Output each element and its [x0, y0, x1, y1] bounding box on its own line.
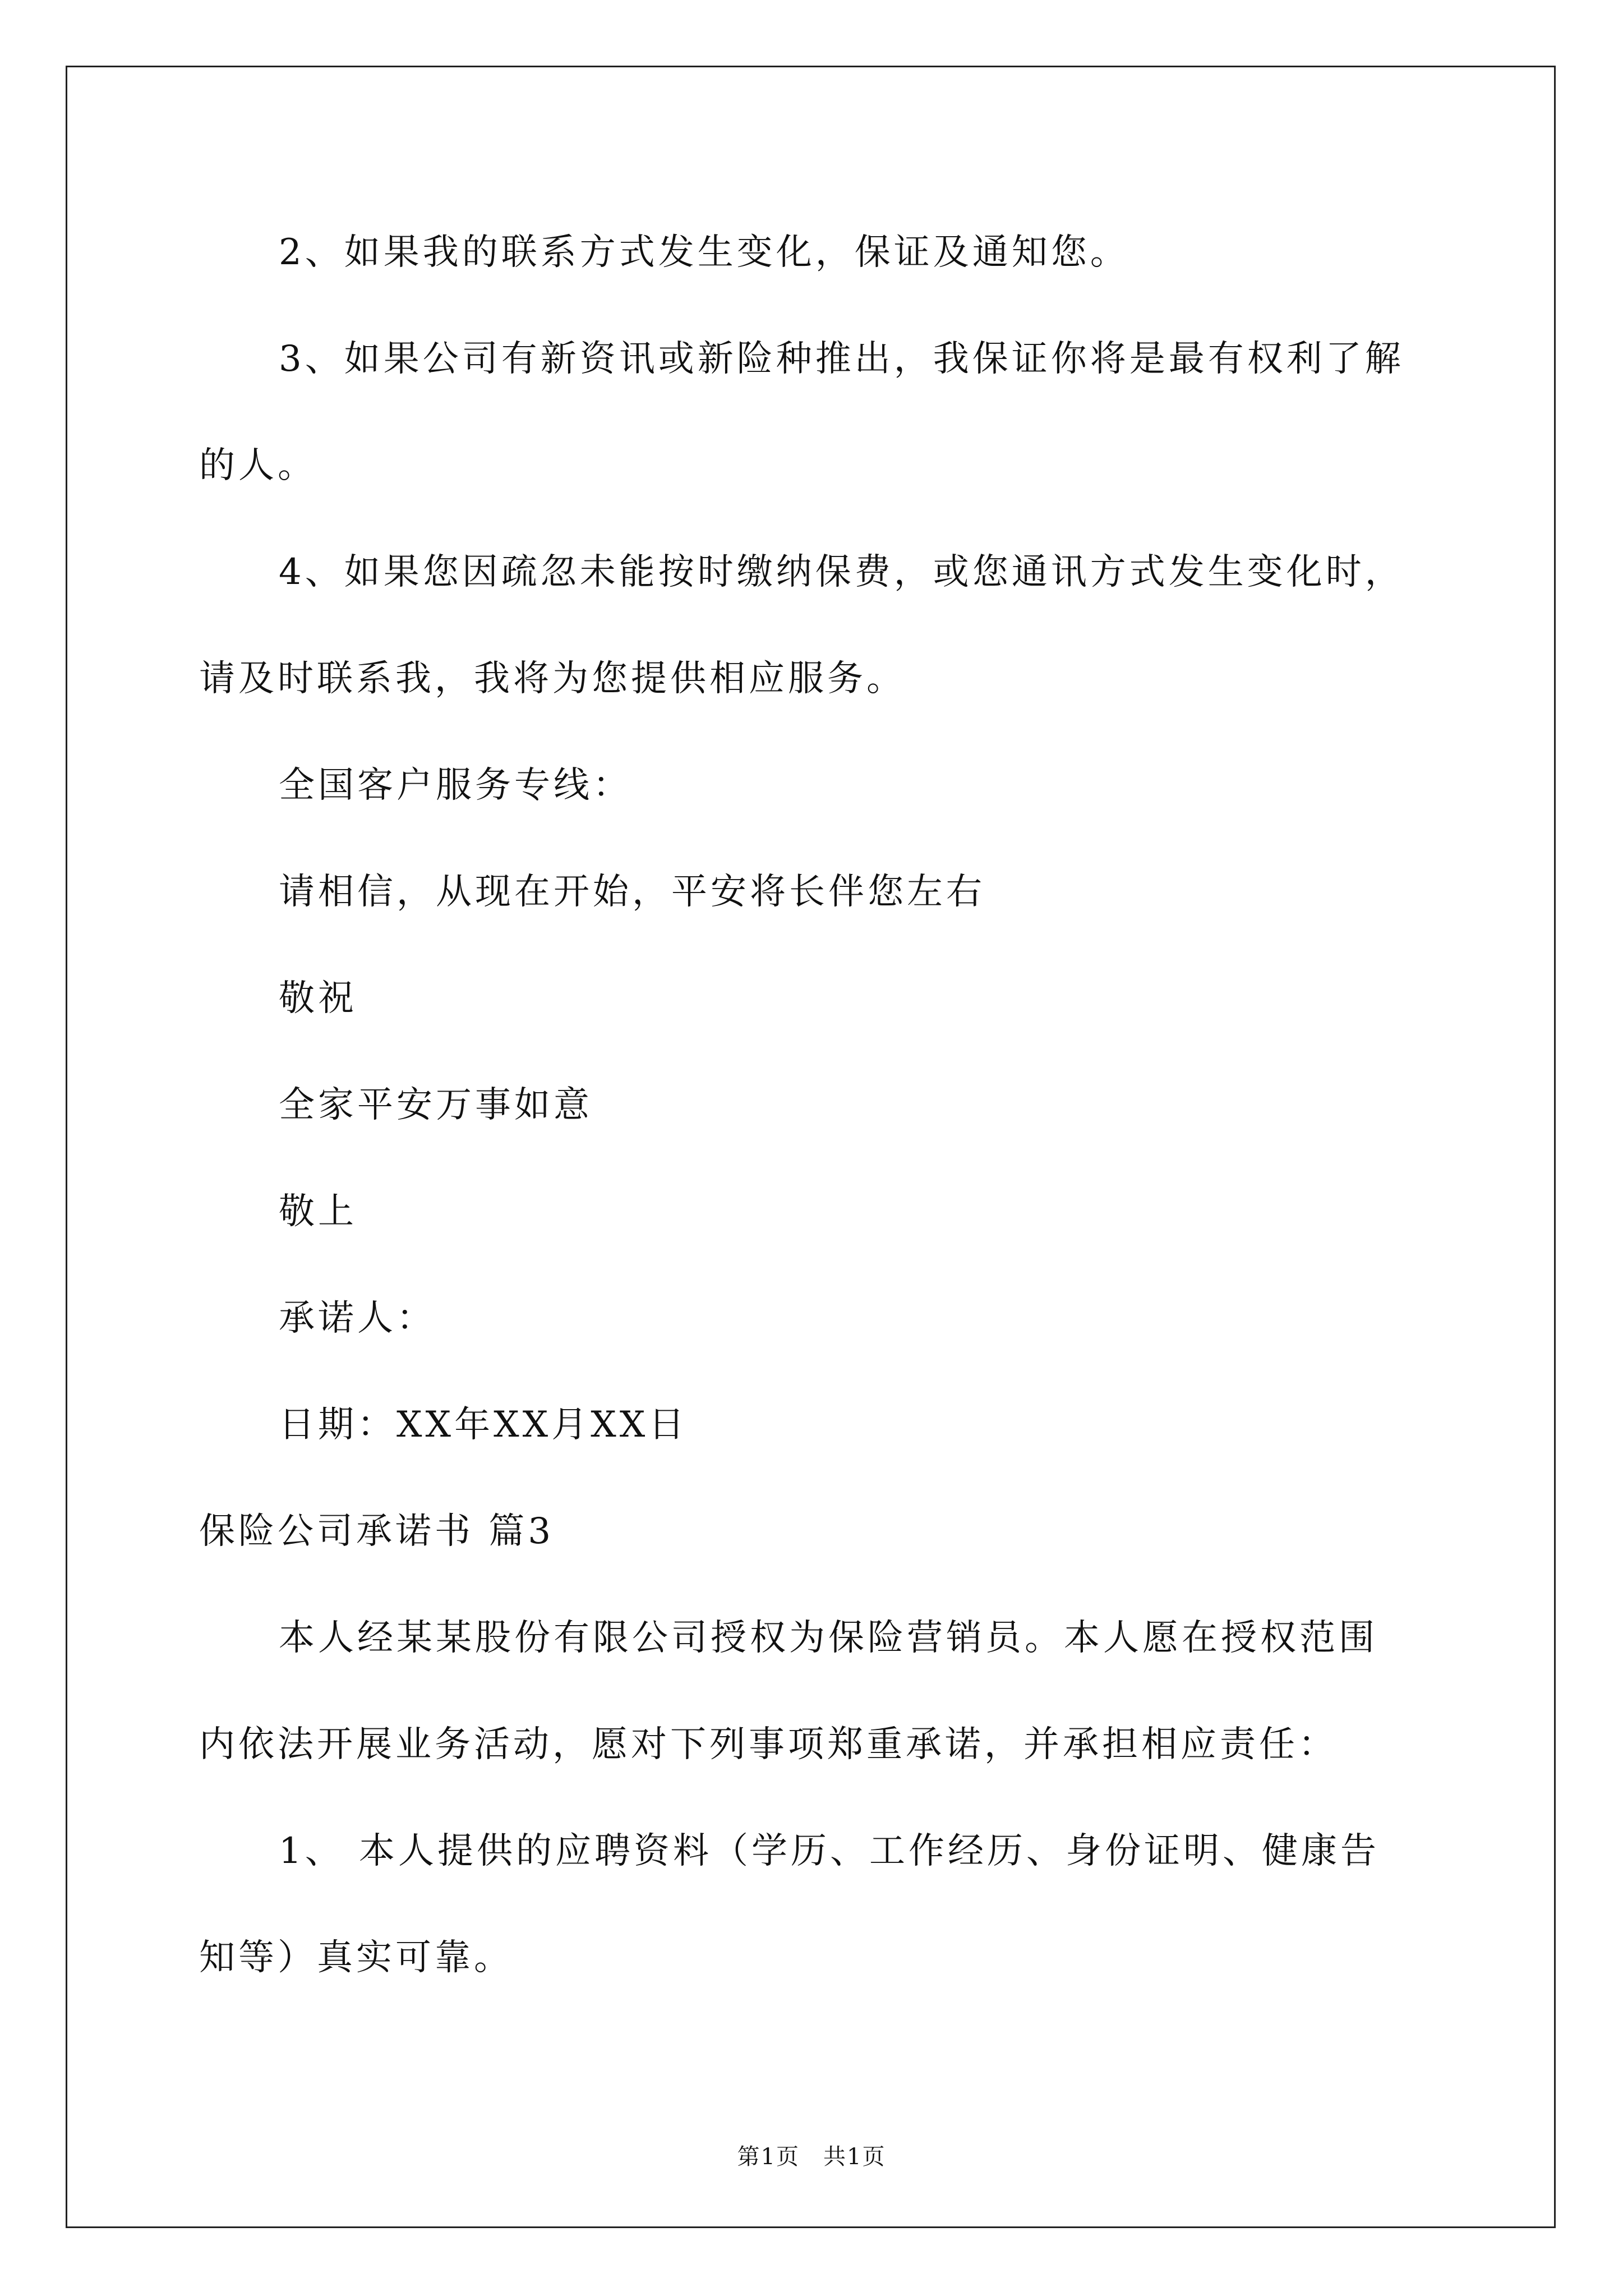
text-line: 敬上	[279, 1191, 357, 1232]
text-line: 全家平安万事如意	[279, 1084, 593, 1126]
page-border	[66, 66, 1556, 2228]
text-line: 请及时联系我，我将为您提供相应服务。	[199, 658, 906, 700]
text-line: 3、如果公司有新资讯或新险种推出，我保证你将是最有权利了解	[279, 338, 1404, 380]
page-number: 第1页	[737, 2144, 800, 2170]
text-line: 1、 本人提供的应聘资料（学历、工作经历、身份证明、健康告	[279, 1830, 1380, 1872]
text-line: 4、如果您因疏忽未能按时缴纳保费，或您通讯方式发生变化时，	[279, 551, 1404, 593]
text-line: 内依法开展业务活动，愿对下列事项郑重承诺，并承担相应责任：	[199, 1724, 1338, 1765]
text-line: 日期：XX年XX月XX日	[279, 1404, 688, 1446]
page-footer	[0, 2146, 1623, 2168]
text-line: 2、如果我的联系方式发生变化，保证及通知您。	[279, 232, 1129, 273]
text-line: 的人。	[199, 445, 317, 486]
text-line: 承诺人：	[279, 1297, 436, 1339]
text-line: 全国客户服务专线：	[279, 765, 632, 806]
page-total: 共1页	[823, 2144, 886, 2170]
text-line: 敬祝	[279, 978, 357, 1019]
section-heading: 保险公司承诺书 篇3	[199, 1511, 555, 1552]
text-line: 请相信，从现在开始，平安将长伴您左右	[279, 871, 985, 913]
text-line: 知等）真实可靠。	[199, 1937, 513, 1978]
text-line: 本人经某某股份有限公司授权为保险营销员。本人愿在授权范围	[279, 1617, 1378, 1659]
